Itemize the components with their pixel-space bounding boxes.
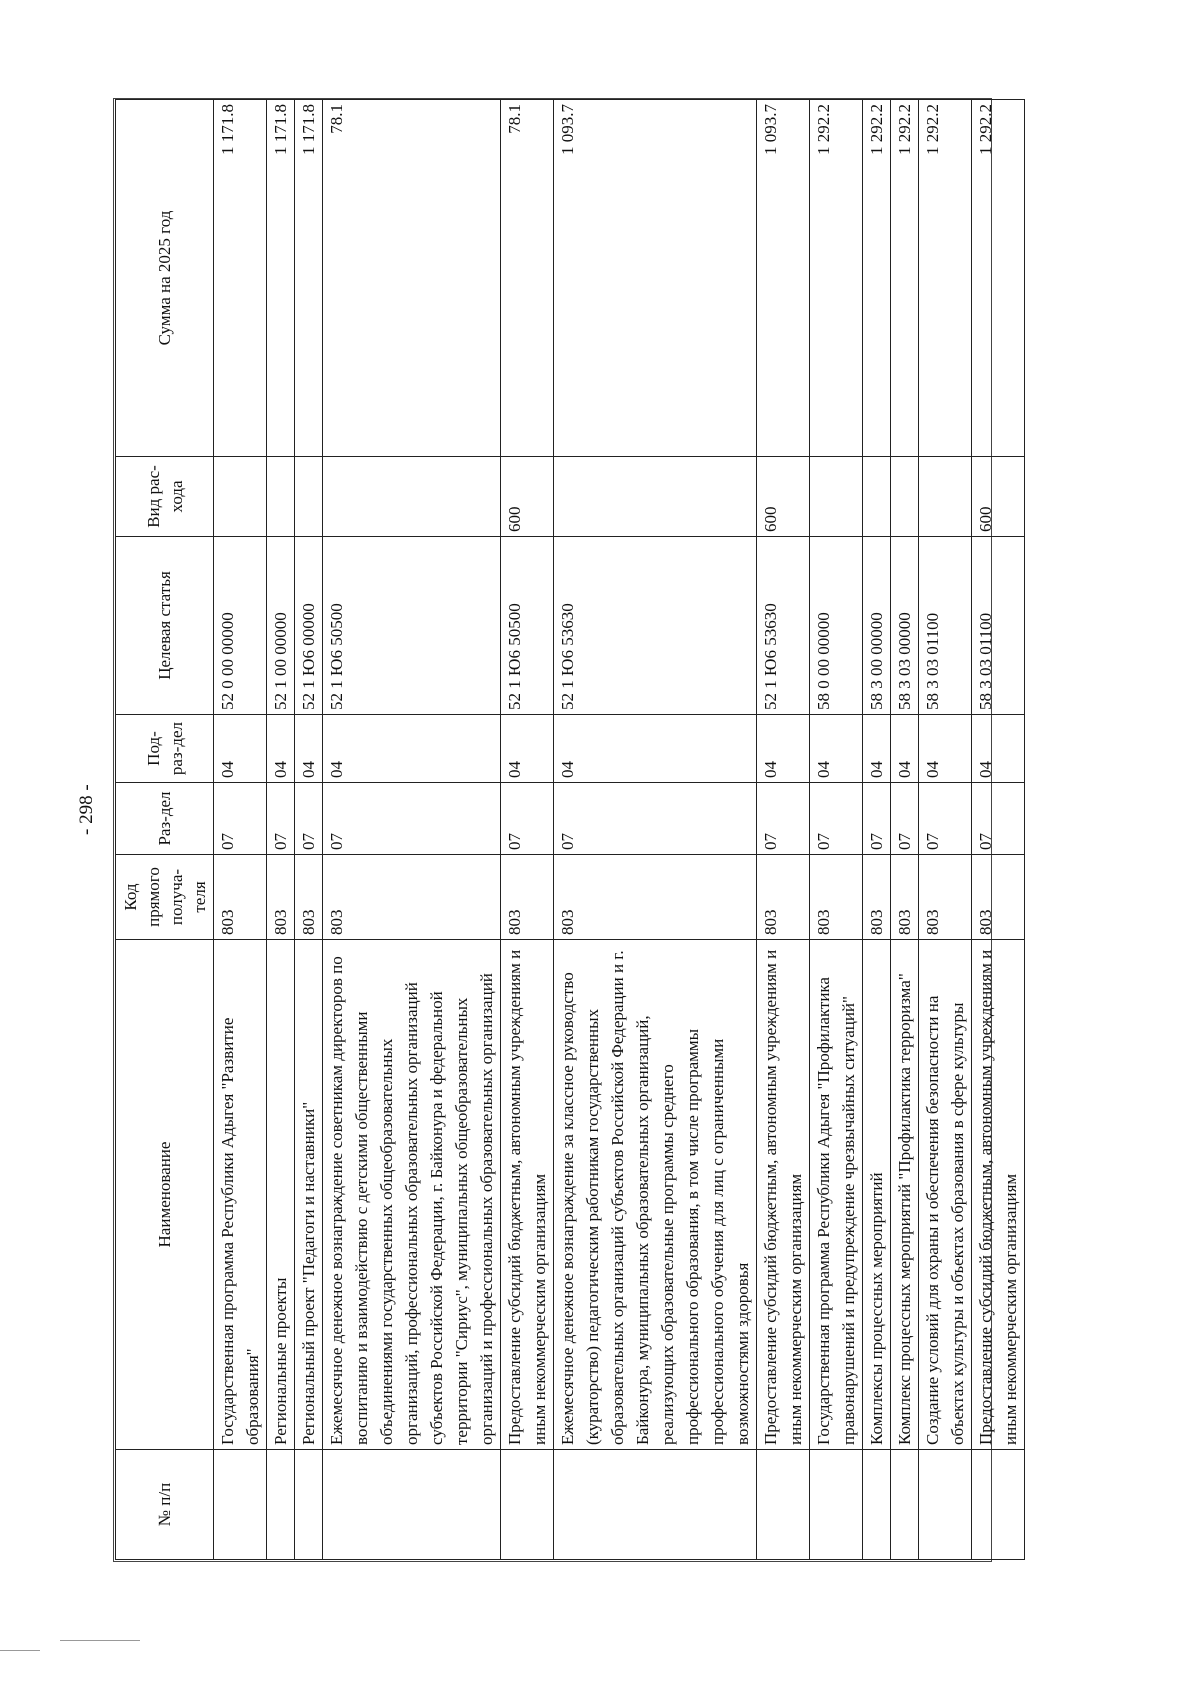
table-body bbox=[214, 100, 1025, 1560]
cell-target: 58 0 00 00000 bbox=[810, 537, 863, 715]
cell-name: Региональные проекты bbox=[267, 940, 295, 1450]
header-row bbox=[116, 100, 214, 1560]
scan-mark bbox=[60, 1640, 140, 1641]
cell-expense-type bbox=[891, 457, 919, 537]
cell-name: Региональный проект "Педагоги и наставники" bbox=[295, 940, 323, 1450]
cell-recipient: 803 bbox=[295, 855, 323, 940]
header-expense-type: Вид рас-хода bbox=[116, 457, 214, 537]
cell-section: 07 bbox=[323, 783, 501, 855]
cell-recipient: 803 bbox=[972, 855, 1025, 940]
cell-subsection: 04 bbox=[214, 715, 267, 783]
cell-recipient: 803 bbox=[501, 855, 554, 940]
table-row bbox=[919, 100, 972, 1560]
page-number: - 298 - bbox=[76, 784, 97, 835]
cell-section: 07 bbox=[501, 783, 554, 855]
table-row bbox=[214, 100, 267, 1560]
cell-name: Предоставление субсидий бюджетным, автономным учреждениям и иным некоммерческим организациям bbox=[972, 940, 1025, 1450]
cell-name: Ежемесячное денежное вознаграждение советникам директоров по воспитанию и взаимодействию с детскими общественными объединениями государственных общеобразовательных организаций, профессиональных образовательных организаций субъектов Российской Федерации, г. Байконура и федеральной территории "Сириус", муниципальных общеобразовательных организаций и профессиональных образовательных организаций bbox=[323, 940, 501, 1450]
cell-expense-type bbox=[554, 457, 757, 537]
table-row bbox=[323, 100, 501, 1560]
rotated-sheet bbox=[115, 100, 1020, 1560]
cell-section: 07 bbox=[214, 783, 267, 855]
cell-amount: 1 171.8 bbox=[295, 100, 323, 457]
cell-idx bbox=[554, 1450, 757, 1560]
cell-target: 52 1 Ю6 53630 bbox=[554, 537, 757, 715]
budget-table bbox=[115, 99, 1025, 1560]
cell-target: 52 1 Ю6 53630 bbox=[757, 537, 810, 715]
cell-amount: 1 093.7 bbox=[554, 100, 757, 457]
cell-idx bbox=[891, 1450, 919, 1560]
cell-idx bbox=[267, 1450, 295, 1560]
cell-subsection: 04 bbox=[501, 715, 554, 783]
cell-name: Государственная программа Республики Адыгея "Развитие образования" bbox=[214, 940, 267, 1450]
cell-target: 52 0 00 00000 bbox=[214, 537, 267, 715]
cell-amount: 1 171.8 bbox=[267, 100, 295, 457]
cell-amount: 1 292.2 bbox=[891, 100, 919, 457]
cell-subsection: 04 bbox=[919, 715, 972, 783]
table-row bbox=[863, 100, 891, 1560]
cell-idx bbox=[214, 1450, 267, 1560]
cell-subsection: 04 bbox=[295, 715, 323, 783]
cell-section: 07 bbox=[267, 783, 295, 855]
cell-name: Комплекс процессных мероприятий "Профилактика терроризма" bbox=[891, 940, 919, 1450]
header-target: Целевая статья bbox=[116, 537, 214, 715]
table-row bbox=[554, 100, 757, 1560]
cell-idx bbox=[810, 1450, 863, 1560]
header-amount: Сумма на 2025 год bbox=[116, 100, 214, 457]
cell-section: 07 bbox=[891, 783, 919, 855]
cell-expense-type bbox=[214, 457, 267, 537]
cell-section: 07 bbox=[810, 783, 863, 855]
table-row bbox=[810, 100, 863, 1560]
cell-amount: 1 171.8 bbox=[214, 100, 267, 457]
cell-target: 52 1 Ю6 00000 bbox=[295, 537, 323, 715]
header-recipient: Код прямого получа-теля bbox=[116, 855, 214, 940]
cell-subsection: 04 bbox=[267, 715, 295, 783]
cell-target: 58 3 03 00000 bbox=[891, 537, 919, 715]
cell-expense-type bbox=[323, 457, 501, 537]
cell-name: Предоставление субсидий бюджетным, автономным учреждениям и иным некоммерческим организациям bbox=[757, 940, 810, 1450]
table-row bbox=[501, 100, 554, 1560]
cell-target: 58 3 00 00000 bbox=[863, 537, 891, 715]
cell-expense-type bbox=[810, 457, 863, 537]
cell-amount: 78.1 bbox=[501, 100, 554, 457]
cell-idx bbox=[295, 1450, 323, 1560]
cell-section: 07 bbox=[863, 783, 891, 855]
cell-recipient: 803 bbox=[323, 855, 501, 940]
cell-expense-type bbox=[295, 457, 323, 537]
table-row bbox=[267, 100, 295, 1560]
cell-subsection: 04 bbox=[323, 715, 501, 783]
cell-amount: 78.1 bbox=[323, 100, 501, 457]
cell-amount: 1 093.7 bbox=[757, 100, 810, 457]
cell-recipient: 803 bbox=[214, 855, 267, 940]
cell-section: 07 bbox=[972, 783, 1025, 855]
cell-target: 52 1 Ю6 50500 bbox=[323, 537, 501, 715]
cell-expense-type: 600 bbox=[972, 457, 1025, 537]
cell-subsection: 04 bbox=[891, 715, 919, 783]
cell-recipient: 803 bbox=[554, 855, 757, 940]
cell-idx bbox=[757, 1450, 810, 1560]
table-row bbox=[295, 100, 323, 1560]
cell-target: 52 1 00 00000 bbox=[267, 537, 295, 715]
cell-subsection: 04 bbox=[554, 715, 757, 783]
scan-mark bbox=[0, 1650, 40, 1651]
cell-name: Предоставление субсидий бюджетным, автономным учреждениям и иным некоммерческим организациям bbox=[501, 940, 554, 1450]
cell-idx bbox=[919, 1450, 972, 1560]
header-idx: № п/п bbox=[116, 1450, 214, 1560]
cell-amount: 1 292.2 bbox=[919, 100, 972, 457]
cell-subsection: 04 bbox=[863, 715, 891, 783]
cell-idx bbox=[323, 1450, 501, 1560]
cell-name: Ежемесячное денежное вознаграждение за классное руководство (кураторство) педагогическим работникам государственных образовательных организаций субъектов Российской Федерации и г. Байконура, муниципальных образовательных организаций, реализующих образовательные программы среднего профессионального образования, в том числе программы профессионального обучения для лиц с ограниченными возможностями здоровья bbox=[554, 940, 757, 1450]
cell-expense-type bbox=[267, 457, 295, 537]
cell-idx bbox=[972, 1450, 1025, 1560]
cell-name: Комплексы процессных мероприятий bbox=[863, 940, 891, 1450]
cell-amount: 1 292.2 bbox=[972, 100, 1025, 457]
cell-section: 07 bbox=[295, 783, 323, 855]
cell-idx bbox=[501, 1450, 554, 1560]
header-name: Наименование bbox=[116, 940, 214, 1450]
cell-amount: 1 292.2 bbox=[863, 100, 891, 457]
cell-idx bbox=[863, 1450, 891, 1560]
cell-expense-type: 600 bbox=[501, 457, 554, 537]
header-subsection: Под-раз-дел bbox=[116, 715, 214, 783]
cell-target: 58 3 03 01100 bbox=[919, 537, 972, 715]
table-row bbox=[891, 100, 919, 1560]
cell-recipient: 803 bbox=[757, 855, 810, 940]
cell-recipient: 803 bbox=[891, 855, 919, 940]
cell-name: Создание условий для охраны и обеспечения безопасности на объектах культуры и объектах образования в сфере культуры bbox=[919, 940, 972, 1450]
table-row bbox=[972, 100, 1025, 1560]
cell-section: 07 bbox=[757, 783, 810, 855]
cell-recipient: 803 bbox=[267, 855, 295, 940]
cell-section: 07 bbox=[919, 783, 972, 855]
cell-target: 52 1 Ю6 50500 bbox=[501, 537, 554, 715]
cell-expense-type bbox=[863, 457, 891, 537]
cell-expense-type bbox=[919, 457, 972, 537]
cell-amount: 1 292.2 bbox=[810, 100, 863, 457]
cell-recipient: 803 bbox=[919, 855, 972, 940]
cell-subsection: 04 bbox=[757, 715, 810, 783]
header-section: Раз-дел bbox=[116, 783, 214, 855]
cell-recipient: 803 bbox=[810, 855, 863, 940]
cell-subsection: 04 bbox=[810, 715, 863, 783]
cell-subsection: 04 bbox=[972, 715, 1025, 783]
cell-section: 07 bbox=[554, 783, 757, 855]
cell-name: Государственная программа Республики Адыгея "Профилактика правонарушений и предупреждение чрезвычайных ситуаций" bbox=[810, 940, 863, 1450]
cell-target: 58 3 03 01100 bbox=[972, 537, 1025, 715]
cell-expense-type: 600 bbox=[757, 457, 810, 537]
cell-recipient: 803 bbox=[863, 855, 891, 940]
table-row bbox=[757, 100, 810, 1560]
